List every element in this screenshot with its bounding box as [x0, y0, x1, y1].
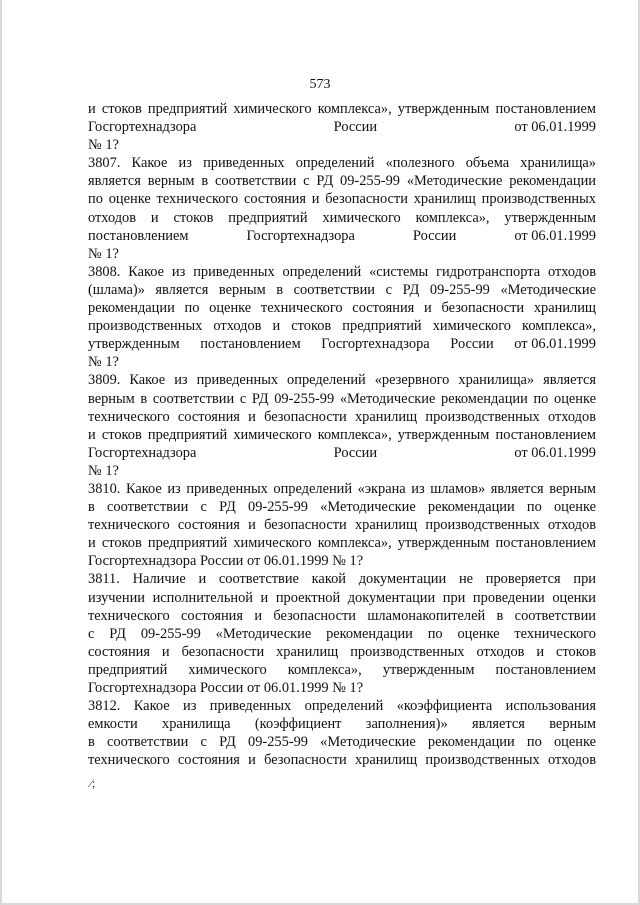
text-line: 3807. Какое из приведенных определений «полезного объема хранилища»	[88, 155, 596, 172]
text-line: 3808. Какое из приведенных определений «системы гидротранспорта отходов	[88, 263, 596, 280]
text-line-part: от 06.01.1999	[514, 336, 596, 353]
text-line: в соответствии с РД 09-255-99 «Методические рекомендации по оценке	[88, 734, 596, 751]
text-line-part: Госгортехнадзора	[88, 119, 197, 136]
text-line-part: России	[412, 227, 457, 244]
text-line-part: постановлением	[200, 336, 301, 353]
text-line: отходов и стоков предприятий химического комплекса», утвержденным	[88, 209, 596, 226]
text-line: изучении исполнительной и проектной документации при проведении оценки	[88, 589, 596, 606]
text-line	[88, 118, 596, 136]
text-line-part: Госгортехнадзора	[246, 227, 355, 244]
text-line: 3809. Какое из приведенных определений «резервного хранилища» является	[88, 372, 596, 389]
text-line: является верным в соответствии с РД 09-255-99 «Методические рекомендации	[88, 173, 596, 190]
text-line-part: России	[333, 119, 378, 136]
text-line: № 1?	[88, 354, 119, 371]
text-line: технического состояния и безопасности хранилищ производственных отходов	[88, 752, 596, 769]
text-line: № 1?	[88, 137, 119, 154]
text-line: 3810. Какое из приведенных определений «экрана из шламов» является верным	[88, 480, 596, 497]
text-line: с РД 09-255-99 «Методические рекомендации по оценке технического	[88, 625, 596, 642]
text-line: (шлама)» является верным в соответствии с РД 09-255-99 «Методические	[88, 281, 596, 298]
document-body	[88, 100, 596, 769]
text-line: № 1?	[88, 462, 119, 479]
text-line: предприятий химического комплекса», утвержденным постановлением	[88, 661, 596, 678]
text-line: и стоков предприятий химического комплекса», утвержденным постановлением	[88, 101, 596, 117]
text-line-part: от 06.01.1999	[514, 227, 596, 244]
page-mark: ⁄;	[90, 776, 96, 790]
text-line: Госгортехнадзора России от 06.01.1999 № 1?	[88, 680, 364, 696]
text-line: технического состояния и безопасности хранилищ производственных отходов	[88, 517, 596, 534]
text-line: состояния и безопасности хранилищ производственных отходов и стоков	[88, 643, 596, 660]
text-line-part: от 06.01.1999	[514, 444, 596, 461]
text-line: технического состояния и безопасности шламонакопителей в соответствии	[88, 607, 596, 624]
text-line: и стоков предприятий химического комплекса», утвержденным постановлением	[88, 535, 596, 552]
text-line: Госгортехнадзора России от 06.01.1999 № 1?	[88, 553, 364, 570]
text-line: верным в соответствии с РД 09-255-99 «Методические рекомендации по оценке	[88, 390, 596, 407]
text-line-part: утвержденным	[88, 336, 180, 353]
text-line-part: от 06.01.1999	[514, 119, 596, 136]
text-line-part: постановлением	[88, 227, 189, 244]
text-line: емкости хранилища (коэффициент заполнения)» является верным	[88, 716, 596, 733]
text-line-part: России	[450, 336, 494, 353]
text-line: 3812. Какое из приведенных определений «коэффициента использования	[88, 698, 596, 715]
text-line: по оценке технического состояния и безопасности хранилищ производственных	[88, 191, 596, 208]
text-line-part: России	[333, 444, 378, 461]
text-line: 3811. Наличие и соответствие какой документации не проверяется при	[88, 571, 596, 588]
text-line: № 1?	[88, 245, 119, 262]
text-line	[88, 335, 596, 353]
text-line-part: Госгортехнадзора	[88, 444, 197, 461]
text-line	[88, 227, 596, 245]
text-line: технического состояния и безопасности хранилищ производственных отходов	[88, 408, 596, 425]
text-line	[88, 444, 596, 462]
text-line: в соответствии с РД 09-255-99 «Методические рекомендации по оценке	[88, 499, 596, 516]
text-line: и стоков предприятий химического комплекса», утвержденным постановлением	[88, 426, 596, 443]
page-number: 573	[309, 77, 331, 92]
text-line-part: Госгортехнадзора	[321, 336, 430, 353]
text-line: производственных отходов и стоков предприятий химического комплекса»,	[88, 318, 596, 335]
text-line: рекомендации по оценке технического состояния и безопасности хранилищ	[88, 300, 596, 317]
